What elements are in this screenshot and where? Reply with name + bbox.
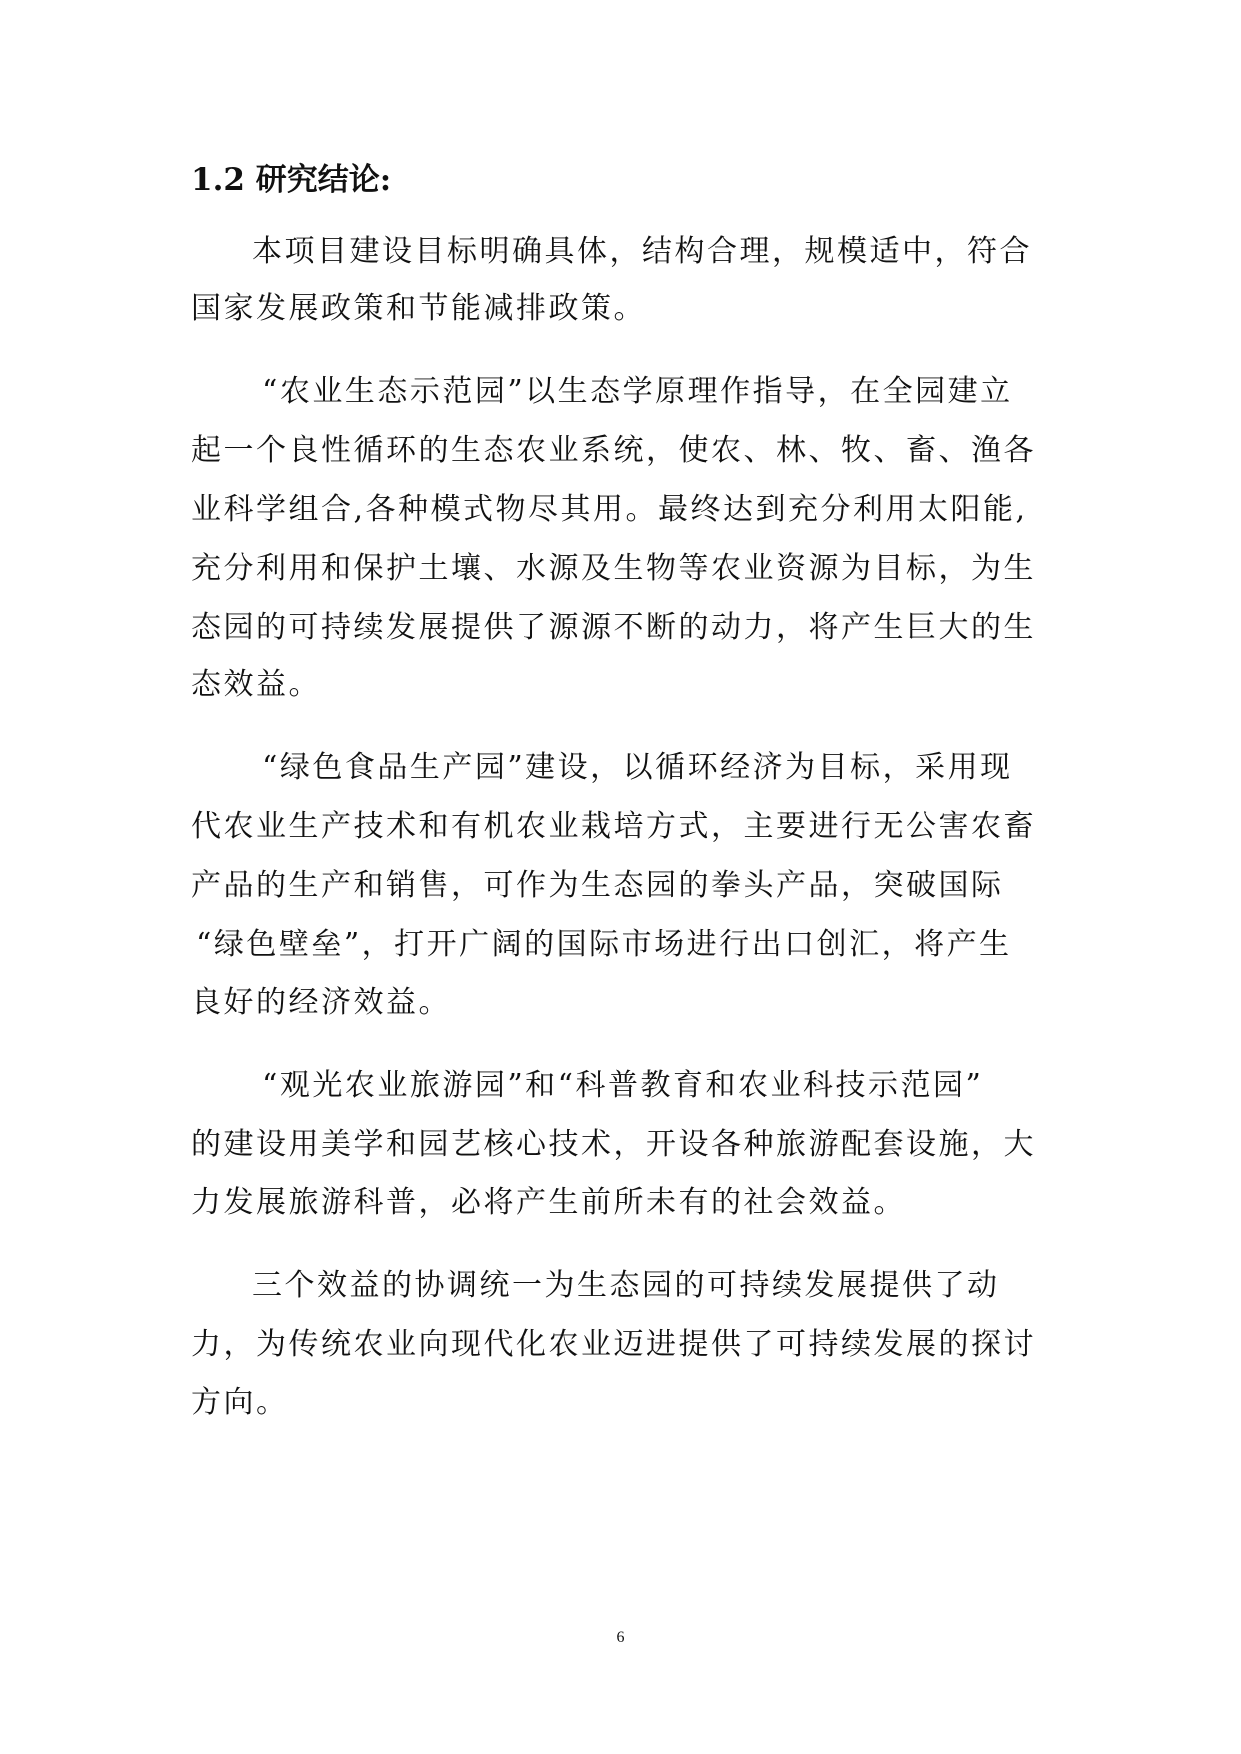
paragraph-2-line-4: 充分利用和保护土壤、水源及生物等农业资源为目标，为生 [191, 551, 1036, 586]
paragraph-5-line-1: 三个效益的协调统一为生态园的可持续发展提供了动 [252, 1268, 1000, 1303]
paragraph-5-line-2: 力，为传统农业向现代化农业迈进提供了可持续发展的探讨 [191, 1327, 1036, 1362]
section-heading: 1.2 研究结论: [191, 162, 392, 198]
paragraph-2-line-2: 起一个良性循环的生态农业系统，使农、林、牧、畜、渔各 [191, 433, 1036, 468]
paragraph-3-line-1: “绿色食品生产园”建设，以循环经济为目标，采用现 [262, 750, 1013, 785]
page-number: 6 [616, 1629, 625, 1646]
paragraph-5-line-3: 方向。 [191, 1385, 289, 1420]
paragraph-3-line-2: 代农业生产技术和有机农业栽培方式，主要进行无公害农畜 [191, 809, 1036, 844]
paragraph-3-line-4: “绿色壁垒”，打开广阔的国际市场进行出口创汇，将产生 [196, 927, 1012, 962]
paragraph-2-line-6: 态效益。 [191, 667, 321, 702]
paragraph-1-line-2: 国家发展政策和节能减排政策。 [191, 291, 646, 326]
paragraph-2-line-3: 业科学组合,各种模式物尽其用。最终达到充分利用太阳能, [191, 492, 1028, 527]
paragraph-1-line-1: 本项目建设目标明确具体，结构合理，规模适中，符合 [252, 234, 1032, 269]
paragraph-2-line-1: “农业生态示范园”以生态学原理作指导，在全园建立 [262, 374, 1013, 409]
paragraph-4-line-2: 的建设用美学和园艺核心技术，开设各种旅游配套设施，大 [191, 1127, 1036, 1162]
paragraph-4-line-3: 力发展旅游科普，必将产生前所未有的社会效益。 [191, 1185, 906, 1220]
paragraph-4-line-1: “观光农业旅游园”和“科普教育和农业科技示范园” [262, 1068, 984, 1103]
paragraph-3-line-3: 产品的生产和销售，可作为生态园的拳头产品，突破国际 [191, 868, 1004, 903]
paragraph-3-line-5: 良好的经济效益。 [191, 985, 451, 1020]
paragraph-2-line-5: 态园的可持续发展提供了源源不断的动力，将产生巨大的生 [191, 610, 1036, 645]
